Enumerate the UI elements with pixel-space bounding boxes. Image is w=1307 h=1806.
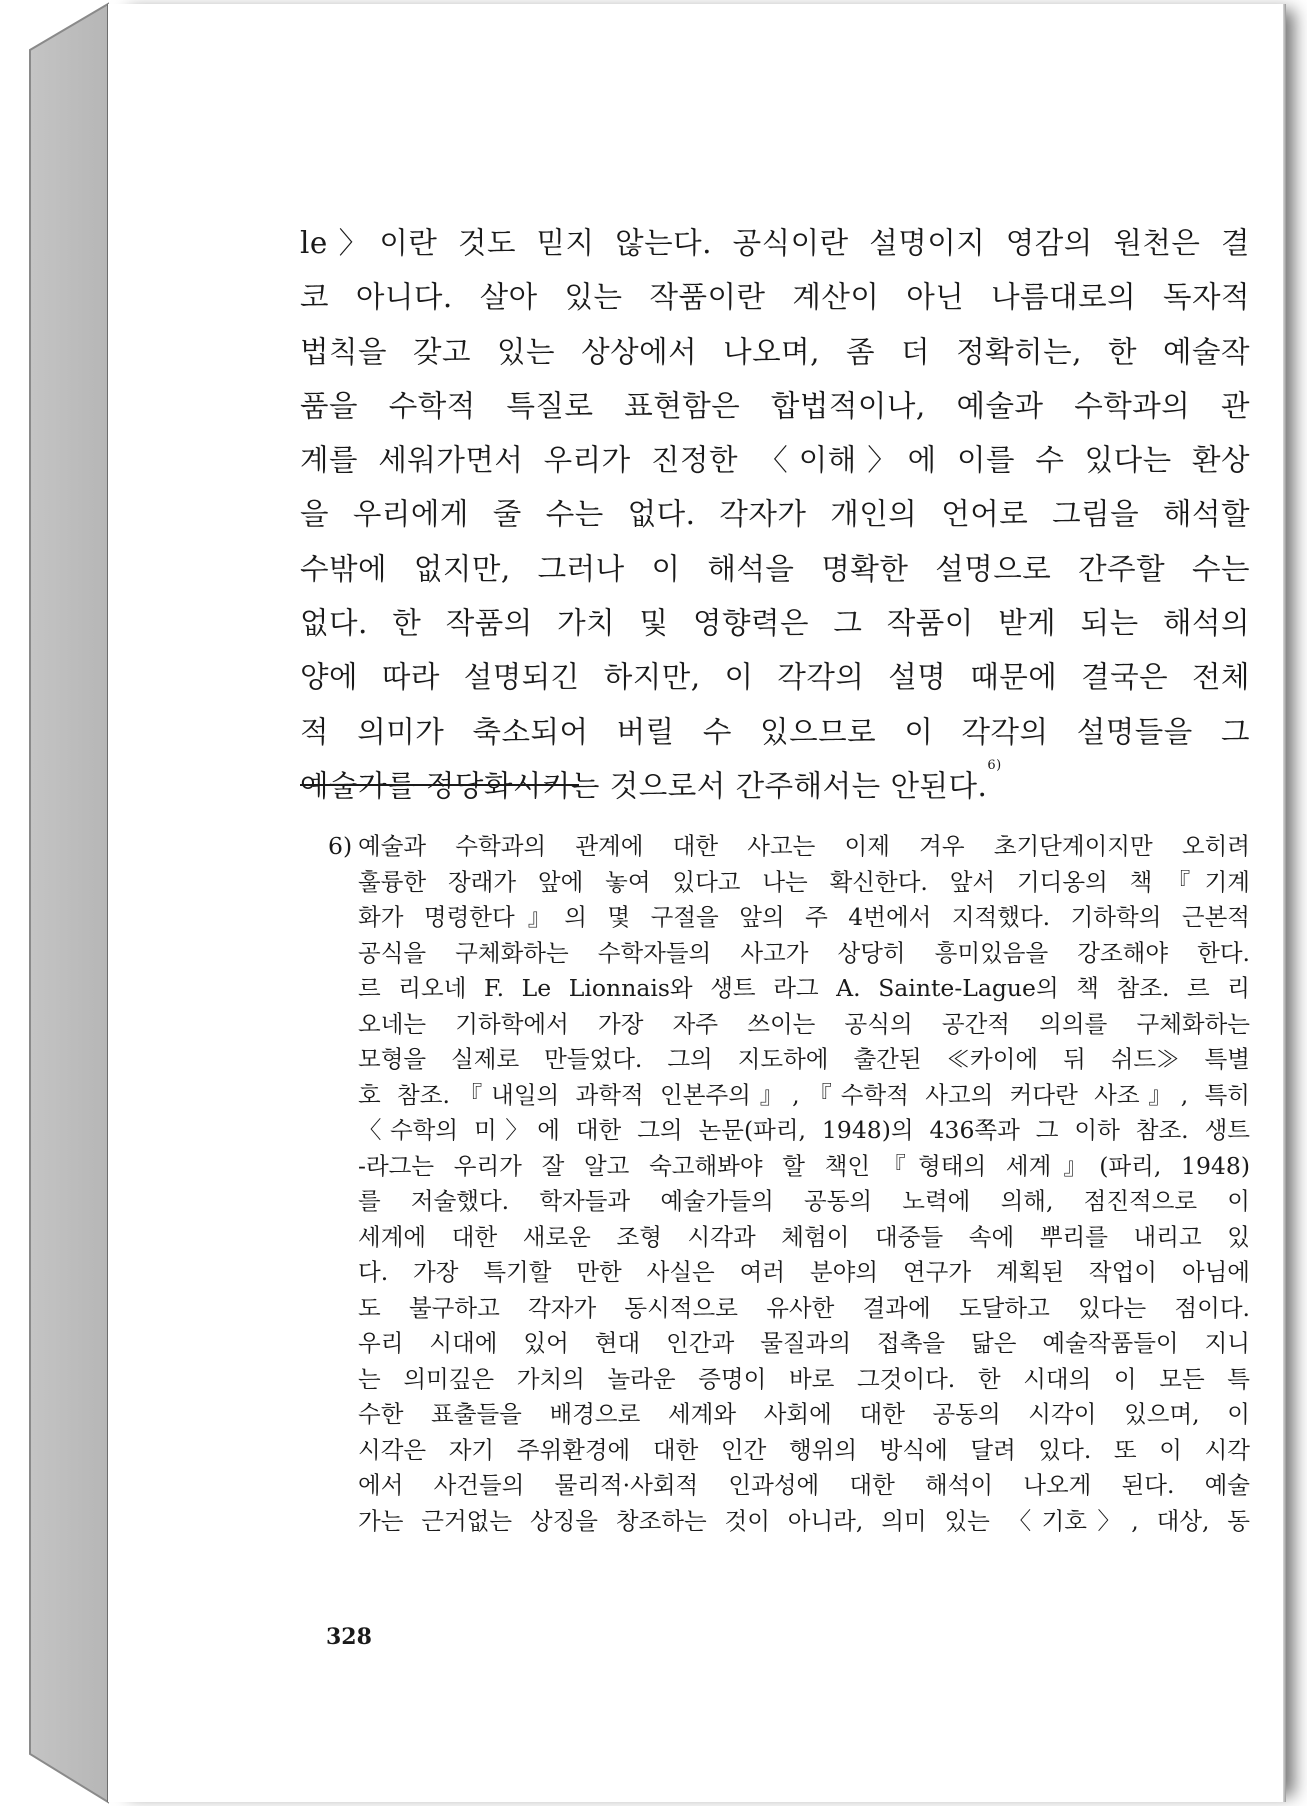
body-line: 적 의미가 축소되어 버릴 수 있으므로 이 각각의 설명들을 그 [300,714,1250,749]
footnote-line: 공식을 구체화하는 수학자들의 사고가 상당히 흥미있음을 강조해야 한다. [358,938,1250,967]
body-paragraph [300,216,1250,813]
body-line: 없다. 한 작품의 가치 및 영향력은 그 작품이 받게 되는 해석의 [300,606,1250,641]
body-line: 양에 따라 설명되긴 하지만, 이 각각의 설명 때문에 결국은 전체 [300,660,1250,695]
body-line: 법칙을 갖고 있는 상상에서 나오며, 좀 더 정확히는, 한 예술작 [300,334,1250,369]
footnote-line: 화가 명령한다』의 몇 구절을 앞의 주 4번에서 지적했다. 기하학의 근본적 [358,903,1250,931]
body-line: 품을 수학적 특질로 표현함은 합법적이나, 예술과 수학과의 관 [300,388,1250,423]
footnote-line: 호 참조.『내일의 과학적 인본주의』,『수학적 사고의 커다란 사조』, 특히 [358,1080,1250,1109]
book-spine [0,0,112,1806]
footnote-line-text: 예술과 수학과의 관계에 대한 사고는 이제 겨우 초기단계이지만 오히려 [358,832,1250,860]
footnote-line: 훌륭한 장래가 앞에 놓여 있다고 나는 확신한다. 앞서 기디옹의 책『기계 [358,867,1250,896]
footnote-line: 도 불구하고 각자가 동시적으로 유사한 결과에 도달하고 있다는 점이다. [358,1293,1250,1322]
footnote-line: 오네는 기하학에서 가장 자주 쓰이는 공식의 공간적 의의를 구체화하는 [358,1009,1250,1038]
book-page [108,4,1286,1802]
page-edge-shadow [1283,4,1286,1802]
body-line: 계를 세워가면서 우리가 진정한 〈이해〉에 이를 수 있다는 환상 [300,443,1250,478]
footnote-reference: 6) [987,757,1002,773]
footnote-line: 다. 가장 특기할 만한 사실은 여러 분야의 연구가 계획된 작업이 아님에 [358,1258,1250,1286]
footnote-line: 세계에 대한 새로운 조형 시각과 체험이 대중들 속에 뿌리를 내리고 있 [358,1222,1250,1251]
footnote-line: 〈수학의 미〉에 대한 그의 논문(파리, 1948)의 436쪽과 그 이하 참조. 생트 [358,1116,1250,1144]
footnote-line: 를 저술했다. 학자들과 예술가들의 공동의 노력에 의해, 점진적으로 이 [358,1187,1250,1215]
body-line: 코 아니다. 살아 있는 작품이란 계산이 아닌 나름대로의 독자적 [300,280,1250,315]
footnote-line: 가는 근거없는 상징을 창조하는 것이 아니라, 의미 있는 〈기호〉, 대상, 동 [358,1506,1250,1535]
footnote-line: -라그는 우리가 잘 알고 숙고해봐야 할 책인『형태의 세계』(파리, 1948) [358,1151,1250,1180]
body-line-text: 예술가를 정당화시키는 것으로서 간주해서는 안된다. [300,768,988,803]
footnote-line: 는 의미깊은 가치의 놀라운 증명이 바로 그것이다. 한 시대의 이 모든 특 [358,1364,1250,1393]
footnote-line: 에서 사건들의 물리적·사회적 인과성에 대한 해석이 나오게 된다. 예술 [358,1471,1250,1499]
body-line: le〉이란 것도 믿지 않는다. 공식이란 설명이지 영감의 원천은 결 [300,226,1250,260]
footnote-divider [300,784,579,786]
body-line-last [300,759,1250,813]
footnote [328,829,1250,1539]
footnote-line: 우리 시대에 있어 현대 인간과 물질과의 접촉을 닮은 예술작품들이 지니 [358,1329,1250,1357]
footnote-line: 르 리오네 F. Le Lionnais와 생트 라그 A. Sainte-Lague의 책 참조. 르 리 [358,974,1250,1002]
footnote-line: 수한 표출들을 배경으로 세계와 사회에 대한 공동의 시각이 있으며, 이 [358,1400,1250,1428]
footnote-marker: 6) [328,832,353,860]
body-line: 을 우리에게 줄 수는 없다. 각자가 개인의 언어로 그림을 해석할 [300,497,1250,532]
page-number: 328 [326,1624,372,1650]
footnote-line: 모형을 실제로 만들었다. 그의 지도하에 출간된 ≪카이에 뒤 쉬드≫ 특별 [358,1045,1250,1073]
footnote-line-first [328,829,1250,865]
footnote-line: 시각은 자기 주위환경에 대한 인간 행위의 방식에 달려 있다. 또 이 시각 [358,1435,1250,1464]
body-line: 수밖에 없지만, 그러나 이 해석을 명확한 설명으로 간주할 수는 [300,551,1250,586]
